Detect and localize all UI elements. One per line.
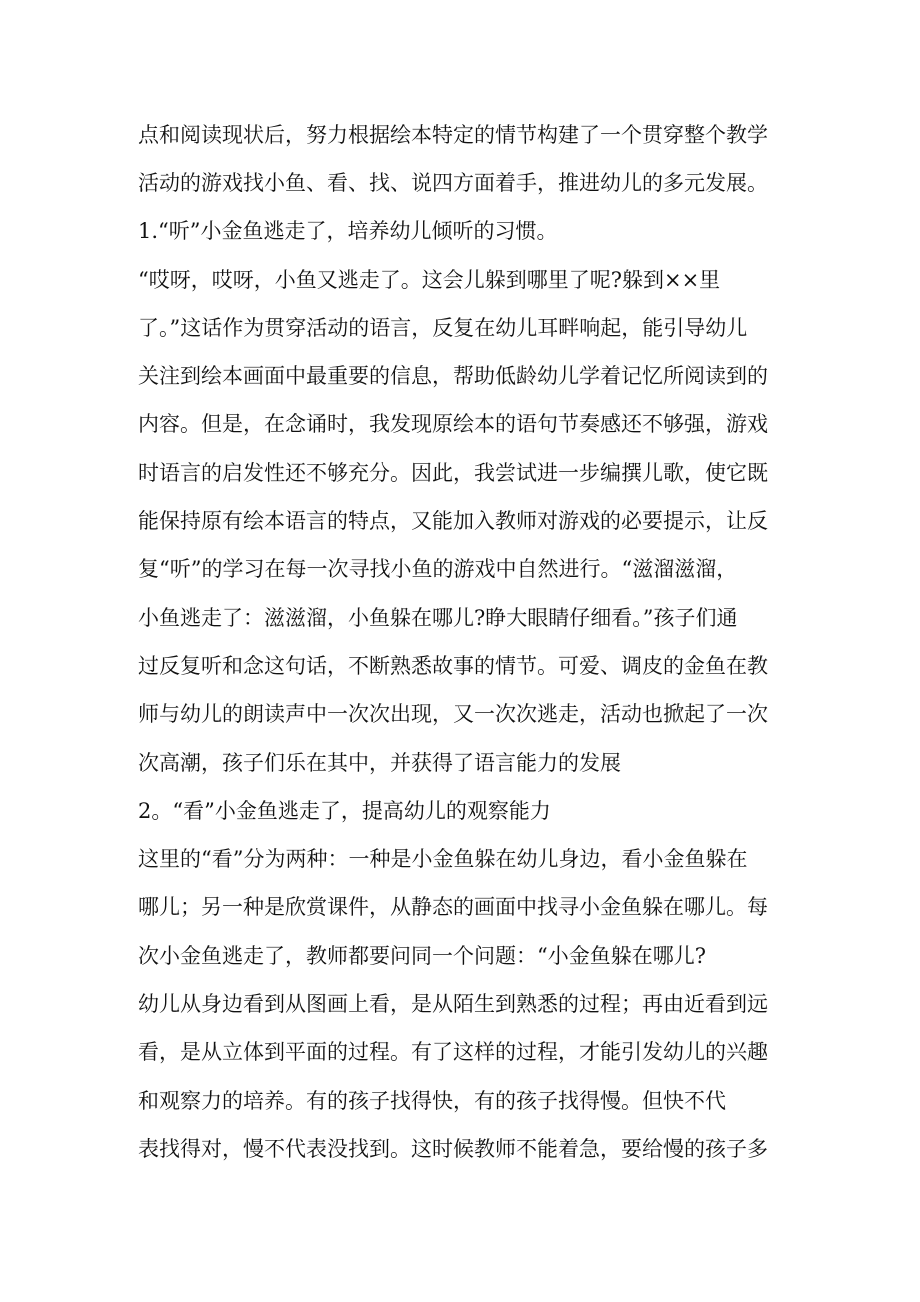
text-line: 小鱼逃走了：滋滋溜，小鱼躲在哪儿?睁大眼睛仔细看。”孩子们通	[138, 606, 738, 630]
text-line: 师与幼儿的朗读声中一次次出现，又一次次逃走，活动也掀起了一次	[138, 702, 768, 726]
text-line: 能保持原有绘本语言的特点，又能加入教师对游戏的必要提示，让反	[138, 509, 768, 533]
text-line: 过反复听和念这句话，不断熟悉故事的情节。可爱、调皮的金鱼在教	[138, 654, 768, 678]
text-line: 看，是从立体到平面的过程。有了这样的过程，才能引发幼儿的兴趣	[138, 1040, 768, 1064]
text-line: “哎呀，哎呀，小鱼又逃走了。这会儿躲到哪里了呢?躲到××里	[138, 268, 721, 292]
text-line: 时语言的启发性还不够充分。因此，我尝试进一步编撰儿歌，使它既	[138, 461, 768, 485]
text-line: 点和阅读现状后，努力根据绘本特定的情节构建了一个贯穿整个教学	[138, 123, 768, 147]
text-line: 表找得对，慢不代表没找到。这时候教师不能着急，要给慢的孩子多	[138, 1137, 768, 1161]
section-heading: 1.“听”小金鱼逃走了，培养幼儿倾听的习惯。	[138, 219, 558, 243]
text-line: 复“听”的学习在每一次寻找小鱼的游戏中自然进行。“滋溜滋溜，	[138, 557, 738, 581]
text-line: 活动的游戏找小鱼、看、找、说四方面着手，推进幼儿的多元发展。	[138, 171, 768, 195]
text-line: 次小金鱼逃走了，教师都要问同一个问题：“小金鱼躲在哪儿?	[138, 944, 706, 968]
text-line: 次高潮，孩子们乐在其中，并获得了语言能力的发展	[138, 751, 621, 775]
text-line: 关注到绘本画面中最重要的信息，帮助低龄幼儿学着记忆所阅读到的	[138, 364, 768, 388]
text-line: 了。”这话作为贯穿活动的语言，反复在幼儿耳畔响起，能引导幼儿	[138, 316, 748, 340]
text-line: 幼儿从身边看到从图画上看，是从陌生到熟悉的过程；再由近看到远	[138, 992, 768, 1016]
text-line: 哪儿；另一种是欣赏课件，从静态的画面中找寻小金鱼躲在哪儿。每	[138, 895, 768, 919]
text-line: 内容。但是，在念诵时，我发现原绘本的语句节奏感还不够强，游戏	[138, 412, 768, 436]
text-line: 这里的“看”分为两种：一种是小金鱼躲在幼儿身边，看小金鱼躲在	[138, 847, 748, 871]
section-heading: 2。“看”小金鱼逃走了，提高幼儿的观察能力	[138, 799, 551, 823]
text-line: 和观察力的培养。有的孩子找得快，有的孩子找得慢。但快不代	[138, 1089, 726, 1113]
